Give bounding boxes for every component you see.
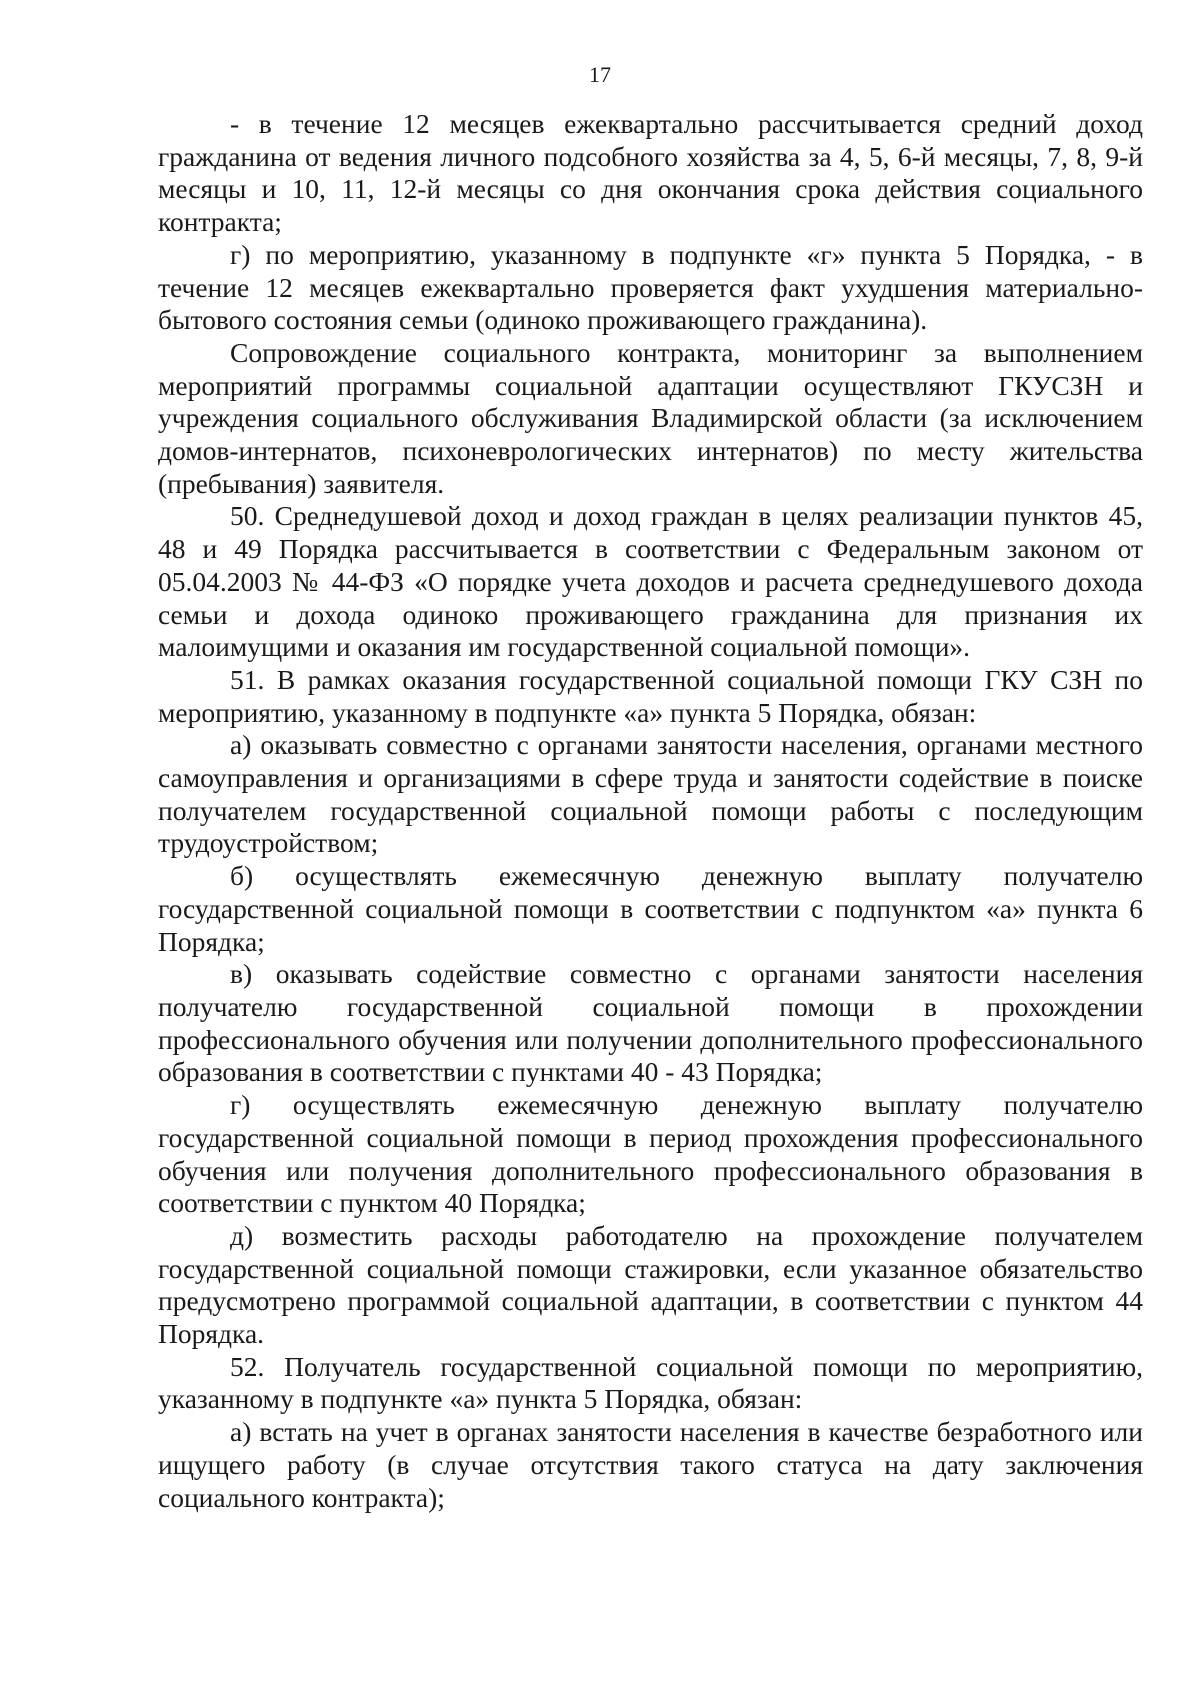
paragraph-51-d: д) возместить расходы работодателю на прохождение получателем государственной социальной помощи стажировки, если указанное обязательство предусмотрено программой социальной адаптации, в соответствии с пунктом 44 Порядка. [158, 1219, 1143, 1350]
paragraph-51-g: г) осуществлять ежемесячную денежную выплату получателю государственной социальной помощи в период прохождения профессионального обучения или получения дополнительного профессионального образования в соответствии с пунктом 40 Порядка; [158, 1089, 1143, 1219]
paragraph-51-a: а) оказывать совместно с органами занятости населения, органами местного самоуправления и организациями в сфере труда и занятости содействие в поиске получателем государственной социальной помощи работы с последующим трудоустройством; [158, 729, 1143, 859]
paragraph-52-a: а) встать на учет в органах занятости населения в качестве безработного или ищущего работу (в случае отсутствия такого статуса на дату заключения социального контракта); [158, 1416, 1143, 1513]
document-body [158, 108, 1143, 1514]
page-number: 17 [589, 62, 611, 87]
paragraph-50: 50. Среднедушевой доход и доход граждан в целях реализации пунктов 45, 48 и 49 Порядка рассчитывается в соответствии с Федеральным законом от 05.04.2003 № 44-ФЗ «О порядке учета доходов и расчета среднедушевого дохода семьи и дохода одиноко проживающего гражданина для признания их малоимущими и оказания им государственной социальной помощи». [158, 500, 1143, 663]
paragraph-51: 51. В рамках оказания государственной социальной помощи ГКУ СЗН по мероприятию, указанному в подпункте «а» пункта 5 Порядка, обязан: [158, 663, 1143, 728]
paragraph-item-g: г) по мероприятию, указанному в подпункте «г» пункта 5 Порядка, - в течение 12 месяцев ежеквартально проверяется факт ухудшения материально-бытового состояния семьи (одиноко проживающего гражданина). [158, 238, 1143, 336]
paragraph-51-v: в) оказывать содействие совместно с органами занятости населения получателю государственной социальной помощи в прохождении профессионального обучения или получении дополнительного профессионального образования в соответствии с пунктами 40 - 43 Порядка; [158, 958, 1143, 1088]
paragraph-support: Сопровождение социального контракта, мониторинг за выполнением мероприятий программы социальной адаптации осуществляют ГКУСЗН и учреждения социального обслуживания Владимирской области (за исключением домов-интернатов, психоневрологических интернатов) по месту жительства (пребывания) заявителя. [158, 336, 1143, 499]
paragraph-51-b: б) осуществлять ежемесячную денежную выплату получателю государственной социальной помощи в соответствии с подпунктом «а» пункта 6 Порядка; [158, 860, 1143, 957]
paragraph-income-quarterly: - в течение 12 месяцев ежеквартально рассчитывается средний доход гражданина от ведения личного подсобного хозяйства за 4, 5, 6-й месяцы, 7, 8, 9-й месяцы и 10, 11, 12-й месяцы со дня окончания срока действия социального контракта; [158, 108, 1143, 238]
paragraph-52: 52. Получатель государственной социальной помощи по мероприятию, указанному в подпункте «а» пункта 5 Порядка, обязан: [158, 1350, 1143, 1415]
